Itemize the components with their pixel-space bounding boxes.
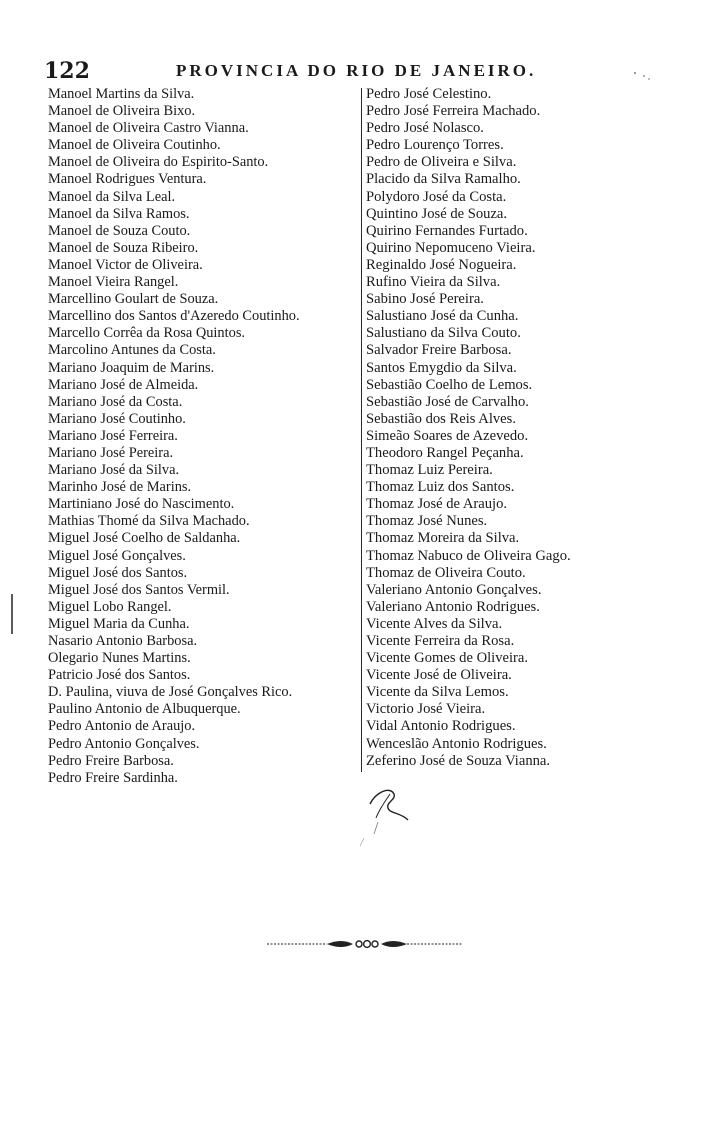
name-entry: Vicente Ferreira da Rosa.	[366, 633, 515, 649]
name-entry: Pedro José Celestino.	[366, 86, 492, 102]
name-entry: Miguel Lobo Rangel.	[48, 598, 172, 615]
name-entry: Manoel de Oliveira Castro Vianna.	[48, 120, 249, 137]
name-entry: Thomaz Moreira da Silva.	[366, 530, 520, 547]
name-entry: Pedro Lourenço Torres.	[366, 137, 504, 154]
right-name-column	[366, 86, 628, 770]
name-entry: Pedro Antonio de Araujo.	[48, 718, 196, 735]
name-entry: Mariano José Ferreira.	[48, 427, 178, 444]
name-entry: Marcolino Antunes da Costa.	[48, 342, 216, 359]
name-entry: Polydoro José da Costa.	[366, 188, 507, 205]
margin-ink-mark	[10, 594, 14, 634]
name-entry: Zeferino José de Souza Vianna.	[366, 752, 551, 769]
name-entry: Miguel Maria da Cunha.	[48, 615, 190, 632]
name-entry: Thomaz Luiz dos Santos.	[366, 479, 515, 496]
name-entry: Santos Emygdio da Silva.	[366, 359, 517, 376]
name-entry: Vicente Alves da Silva.	[366, 615, 503, 632]
name-entry: Miguel José dos Santos.	[48, 564, 188, 581]
name-entry: Olegario Nunes Martins.	[48, 650, 191, 667]
name-entry: Vicente Gomes de Oliveira.	[366, 650, 529, 667]
name-entry: Mariano Joaquim de Marins.	[48, 359, 215, 376]
handwritten-flourish	[350, 778, 420, 848]
name-entry: Manoel de Oliveira Bixo.	[48, 103, 196, 120]
name-entry: Rufino Vieira da Silva.	[366, 274, 501, 291]
name-entry: Quirino Nepomuceno Vieira.	[366, 239, 536, 256]
left-name-column	[48, 86, 360, 787]
name-entry: Theodoro Rangel Peçanha.	[366, 444, 524, 461]
name-entry: Thomaz de Oliveira Couto.	[366, 564, 526, 581]
name-entry: Thomaz Luiz Pereira.	[366, 462, 493, 479]
name-entry: Miguel José Gonçalves.	[48, 547, 186, 564]
page-number: 122	[44, 58, 90, 84]
name-entry: Manoel de Oliveira Coutinho.	[48, 137, 221, 154]
name-entry: Manoel da Silva Ramos.	[48, 205, 190, 222]
name-entry: Wenceslão Antonio Rodrigues.	[366, 735, 547, 752]
name-entry: Vidal Antonio Rodrigues.	[366, 718, 516, 735]
name-entry: Vicente José de Oliveira.	[366, 667, 512, 684]
name-entry: Valeriano Antonio Gonçalves.	[366, 581, 542, 598]
name-entry: Pedro José Ferreira Machado.	[366, 103, 541, 120]
name-list-columns	[48, 86, 618, 796]
running-head: PROVINCIA DO RIO DE JANEIRO.	[176, 61, 537, 80]
name-entry: Manoel de Oliveira do Espirito-Santo.	[48, 154, 269, 171]
name-entry: Sabino José Pereira.	[366, 291, 484, 308]
name-entry: Placido da Silva Ramalho.	[366, 171, 521, 188]
name-entry: Thomaz José Nunes.	[366, 513, 488, 530]
name-entry: Patricio José dos Santos.	[48, 667, 191, 684]
name-entry: Miguel José dos Santos Vermil.	[48, 581, 230, 598]
name-entry: Reginaldo José Nogueira.	[366, 256, 517, 273]
name-entry: Salustiano José da Cunha.	[366, 308, 519, 325]
name-entry: Marinho José de Marins.	[48, 479, 192, 496]
name-entry: Pedro Antonio Gonçalves.	[48, 735, 200, 752]
name-entry: Mariano José de Almeida.	[48, 376, 199, 393]
name-entry: Manoel Victor de Oliveira.	[48, 256, 203, 273]
name-entry: Simeão Soares de Azevedo.	[366, 427, 529, 444]
name-entry: Mariano José Coutinho.	[48, 410, 186, 427]
name-entry: Pedro de Oliveira e Silva.	[366, 154, 517, 171]
name-entry: Thomaz José de Araujo.	[366, 496, 508, 513]
page-header	[44, 58, 564, 84]
name-entry: Sebastião José de Carvalho.	[366, 393, 529, 410]
decorative-rule-ornament	[265, 936, 465, 950]
name-entry: Pedro José Nolasco.	[366, 120, 484, 137]
name-entry: Victorio José Vieira.	[366, 701, 486, 718]
name-entry: Valeriano Antonio Rodrigues.	[366, 598, 540, 615]
name-entry: D. Paulina, viuva de José Gonçalves Rico.	[48, 684, 293, 701]
name-entry: Martiniano José do Nascimento.	[48, 496, 235, 513]
name-entry: Manoel de Souza Ribeiro.	[48, 239, 199, 256]
name-entry: Sebastião dos Reis Alves.	[366, 410, 516, 427]
name-entry: Pedro Freire Sardinha.	[48, 769, 178, 786]
name-entry: Nasario Antonio Barbosa.	[48, 633, 198, 649]
name-entry: Marcellino dos Santos d'Azeredo Coutinho.	[48, 308, 300, 325]
name-entry: Salvador Freire Barbosa.	[366, 342, 512, 359]
name-entry: Marcellino Goulart de Souza.	[48, 291, 219, 308]
name-entry: Mariano José da Silva.	[48, 462, 180, 479]
name-entry: Pedro Freire Barbosa.	[48, 752, 174, 769]
name-entry: Manoel de Souza Couto.	[48, 222, 191, 239]
name-entry: Salustiano da Silva Couto.	[366, 325, 521, 342]
name-entry: Quintino José de Souza.	[366, 205, 508, 222]
name-entry: Sebastião Coelho de Lemos.	[366, 376, 533, 393]
name-entry: Paulino Antonio de Albuquerque.	[48, 701, 241, 718]
name-entry: Manoel Martins da Silva.	[48, 86, 195, 102]
name-entry: Mariano José da Costa.	[48, 393, 183, 410]
name-entry: Mariano José Pereira.	[48, 444, 174, 461]
column-divider	[361, 88, 362, 772]
name-entry: Manoel Vieira Rangel.	[48, 274, 179, 291]
name-entry: Manoel da Silva Leal.	[48, 188, 176, 205]
name-entry: Manoel Rodrigues Ventura.	[48, 171, 207, 188]
name-entry: Marcello Corrêa da Rosa Quintos.	[48, 325, 246, 342]
name-entry: Miguel José Coelho de Saldanha.	[48, 530, 241, 547]
corner-speck-mark	[632, 66, 652, 78]
name-entry: Thomaz Nabuco de Oliveira Gago.	[366, 547, 571, 564]
name-entry: Vicente da Silva Lemos.	[366, 684, 509, 701]
name-entry: Mathias Thomé da Silva Machado.	[48, 513, 250, 530]
name-entry: Quirino Fernandes Furtado.	[366, 222, 528, 239]
